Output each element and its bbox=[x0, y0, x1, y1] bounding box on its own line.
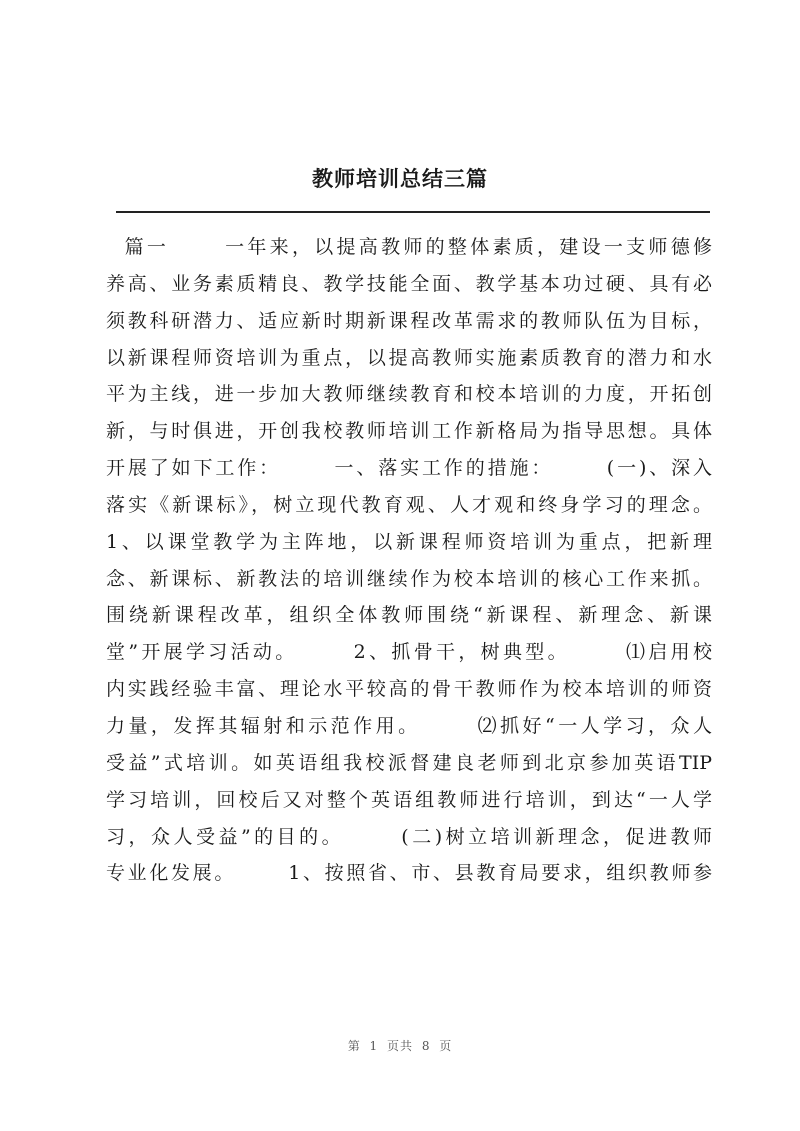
body-line: 开展了如下工作： 一、落实工作的措施： (一)、深入 bbox=[106, 457, 712, 480]
body-line: 新，与时俱进，开创我校教师培训工作新格局为指导思想。具体 bbox=[106, 420, 712, 443]
body-line: 学习培训，回校后又对整个英语组教师进行培训，到达“一人学 bbox=[106, 788, 712, 811]
body-text bbox=[106, 229, 712, 892]
body-line: 以新课程师资培训为重点，以提高教师实施素质教育的潜力和水 bbox=[106, 346, 712, 369]
body-line: 1、以课堂教学为主阵地，以新课程师资培训为重点，把新理 bbox=[106, 530, 712, 553]
body-line: 受益”式培训。如英语组我校派督建良老师到北京参加英语TIP bbox=[106, 751, 712, 774]
body-line: 养高、业务素质精良、教学技能全面、教学基本功过硬、具有必 bbox=[106, 272, 712, 295]
body-line: 平为主线，进一步加大教师继续教育和校本培训的力度，开拓创 bbox=[106, 383, 712, 406]
page-number-footer: 第 1 页共 8 页 bbox=[347, 1039, 453, 1053]
body-line: 须教科研潜力、适应新时期新课程改革需求的教师队伍为目标， bbox=[106, 309, 712, 332]
body-line: 力量，发挥其辐射和示范作用。 ⑵抓好“一人学习，众人 bbox=[106, 714, 712, 737]
body-line: 习，众人受益”的目的。 (二)树立培训新理念，促进教师 bbox=[106, 825, 712, 848]
body-line: 内实践经验丰富、理论水平较高的骨干教师作为校本培训的师资 bbox=[106, 678, 712, 701]
document-title: 教师培训总结三篇 bbox=[312, 166, 488, 191]
body-line: 围绕新课程改革，组织全体教师围绕“新课程、新理念、新课 bbox=[106, 604, 712, 627]
body-line: 落实《新课标》，树立现代教育观、人才观和终身学习的理念。 bbox=[106, 493, 712, 516]
title-divider bbox=[116, 211, 710, 213]
body-line: 念、新课标、新教法的培训继续作为校本培训的核心工作来抓。 bbox=[106, 567, 712, 590]
body-line: 堂”开展学习活动。 2、抓骨干，树典型。 ⑴启用校 bbox=[106, 641, 712, 664]
body-line: 篇一 一年来，以提高教师的整体素质，建设一支师德修 bbox=[106, 236, 712, 258]
body-line: 专业化发展。 1、按照省、市、县教育局要求，组织教师参 bbox=[106, 862, 712, 885]
